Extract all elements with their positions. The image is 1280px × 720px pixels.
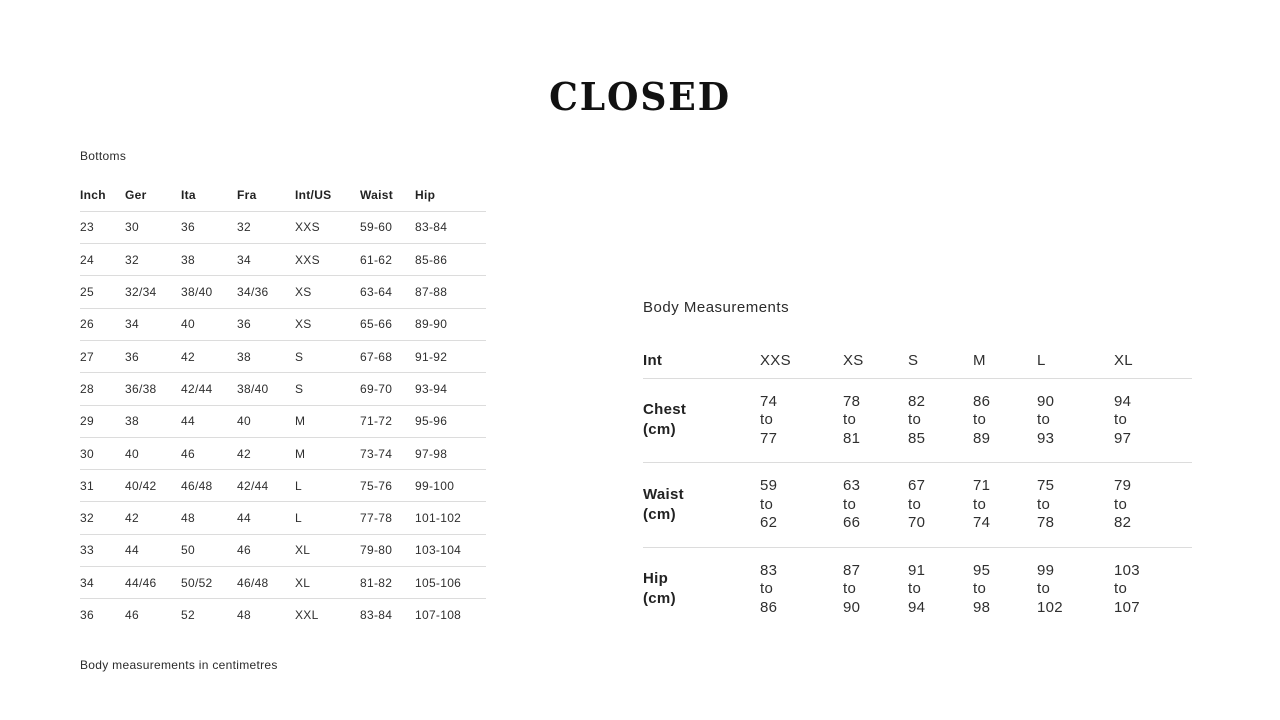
- size-cell: 81-82: [360, 567, 415, 599]
- size-cell: 42/44: [237, 470, 295, 502]
- measurement-range-cell: 103 to 107: [1114, 561, 1140, 616]
- size-cell: XS: [295, 308, 360, 340]
- size-cell: L: [295, 470, 360, 502]
- size-cell: 34: [125, 308, 181, 340]
- measurement-row-label: Waist (cm): [643, 463, 760, 548]
- table-row: [643, 378, 1192, 463]
- size-cell: XL: [295, 534, 360, 566]
- size-cell: 67-68: [360, 340, 415, 372]
- size-cell: XL: [295, 567, 360, 599]
- measurement-range-cell: 99 to 102: [1037, 561, 1063, 616]
- size-column-header: XXS: [760, 344, 843, 378]
- measurement-range-cell: 83 to 86: [760, 561, 778, 616]
- size-cell: 34: [80, 567, 125, 599]
- size-cell: 85-86: [415, 244, 486, 276]
- measurement-range-cell: 63 to 66: [843, 463, 908, 548]
- size-cell: 26: [80, 308, 125, 340]
- bottoms-column-header: Ita: [181, 179, 237, 211]
- size-cell: 36: [237, 308, 295, 340]
- size-cell: 40: [237, 405, 295, 437]
- measurement-range-cell: 75 to 78: [1037, 463, 1114, 548]
- size-cell: 34/36: [237, 276, 295, 308]
- size-cell: 75-76: [360, 470, 415, 502]
- size-cell: 36: [125, 340, 181, 372]
- table-row: [80, 567, 486, 599]
- measurement-range-cell: 71 to 74: [973, 463, 1037, 548]
- size-cell: XXS: [295, 244, 360, 276]
- size-cell: 103-104: [415, 534, 486, 566]
- size-cell: 25: [80, 276, 125, 308]
- size-cell: 44: [181, 405, 237, 437]
- size-cell: 46: [125, 608, 139, 623]
- size-cell: XS: [295, 276, 360, 308]
- measurements-footnote: Body measurements in centimetres: [80, 658, 278, 672]
- size-cell: 40: [125, 437, 181, 469]
- measurement-range-cell: 78 to 81: [843, 378, 908, 463]
- size-cell: 69-70: [360, 373, 415, 405]
- size-cell: 93-94: [415, 373, 486, 405]
- measurement-row-label: Chest (cm): [643, 378, 760, 463]
- size-cell: 63-64: [360, 276, 415, 308]
- measurement-range-cell: 94 to 97: [1114, 378, 1192, 463]
- bottoms-column-header: Fra: [237, 179, 295, 211]
- size-cell: 46/48: [181, 470, 237, 502]
- size-cell: M: [295, 405, 360, 437]
- size-cell: 32/34: [125, 276, 181, 308]
- size-cell: 32: [237, 211, 295, 243]
- body-measurements-table: [643, 344, 1192, 631]
- size-cell: 33: [80, 534, 125, 566]
- table-row: [80, 308, 486, 340]
- bottoms-section-title: Bottoms: [80, 149, 127, 163]
- table-row: [643, 463, 1192, 548]
- size-cell: 44: [125, 534, 181, 566]
- measurement-range-cell: 59 to 62: [760, 463, 843, 548]
- table-row: [80, 211, 486, 243]
- size-cell: 89-90: [415, 308, 486, 340]
- bottoms-table-body: [80, 211, 486, 631]
- size-cell: 32: [80, 502, 125, 534]
- size-cell: S: [295, 340, 360, 372]
- table-row: [80, 405, 486, 437]
- size-cell: 40: [181, 308, 237, 340]
- size-cell: 44: [237, 502, 295, 534]
- size-cell: 73-74: [360, 437, 415, 469]
- bottoms-size-table: [80, 179, 486, 631]
- size-cell: 52: [181, 608, 195, 623]
- size-cell: XXS: [295, 211, 360, 243]
- size-cell: 91-92: [415, 340, 486, 372]
- size-cell: 77-78: [360, 502, 415, 534]
- size-cell: 42: [125, 502, 181, 534]
- body-measurements-title: Body Measurements: [643, 299, 790, 316]
- size-cell: 50/52: [181, 567, 237, 599]
- size-cell: 46: [237, 534, 295, 566]
- size-cell: 38: [237, 340, 295, 372]
- brand-logo: CLOSED: [549, 74, 731, 119]
- measurement-range-cell: 67 to 70: [908, 463, 973, 548]
- size-cell: 79-80: [360, 534, 415, 566]
- size-cell: 24: [80, 244, 125, 276]
- size-cell: M: [295, 437, 360, 469]
- size-cell: 38/40: [181, 276, 237, 308]
- size-cell: 42: [181, 340, 237, 372]
- size-cell: 38: [181, 244, 237, 276]
- size-cell: 71-72: [360, 405, 415, 437]
- size-cell: L: [295, 502, 360, 534]
- measurement-range-cell: 91 to 94: [908, 561, 926, 616]
- measurement-range-cell: 79 to 82: [1114, 463, 1192, 548]
- size-cell: 46: [181, 437, 237, 469]
- table-row: [80, 437, 486, 469]
- size-cell: 101-102: [415, 502, 486, 534]
- table-row: [80, 373, 486, 405]
- size-cell: 59-60: [360, 211, 415, 243]
- table-row: [643, 547, 1192, 631]
- size-cell: 23: [80, 211, 125, 243]
- size-cell: 61-62: [360, 244, 415, 276]
- size-cell: 32: [125, 244, 181, 276]
- size-cell: 34: [237, 244, 295, 276]
- size-cell: 27: [80, 340, 125, 372]
- size-column-header: L: [1037, 344, 1114, 378]
- measurement-range-cell: 82 to 85: [908, 378, 973, 463]
- table-row: [80, 599, 486, 631]
- table-row: [80, 340, 486, 372]
- size-cell: 31: [80, 470, 125, 502]
- size-cell: 95-96: [415, 405, 486, 437]
- size-cell: 48: [237, 608, 251, 623]
- size-cell: 48: [181, 502, 237, 534]
- size-cell: 30: [80, 437, 125, 469]
- table-row: [80, 244, 486, 276]
- int-column-header: Int: [643, 344, 760, 378]
- table-row: [80, 276, 486, 308]
- size-cell: S: [295, 373, 360, 405]
- size-cell: 28: [80, 373, 125, 405]
- body-measurements-section: [643, 300, 1192, 631]
- bottoms-section: [80, 150, 486, 631]
- size-cell: 40/42: [125, 470, 181, 502]
- bottoms-column-header: Waist: [360, 179, 415, 211]
- size-cell: 42: [237, 437, 295, 469]
- body-measurements-header-row: [643, 344, 1192, 378]
- size-cell: 44/46: [125, 567, 181, 599]
- bottoms-column-header: Hip: [415, 179, 486, 211]
- measurement-row-label: Hip (cm): [643, 570, 676, 608]
- size-cell: 105-106: [415, 567, 486, 599]
- measurement-range-cell: 74 to 77: [760, 378, 843, 463]
- size-cell: 36: [80, 608, 94, 623]
- size-cell: XXL: [295, 608, 319, 623]
- size-cell: 97-98: [415, 437, 486, 469]
- table-row: [80, 502, 486, 534]
- size-cell: 87-88: [415, 276, 486, 308]
- size-cell: 36: [181, 211, 237, 243]
- size-cell: 46/48: [237, 567, 295, 599]
- measurement-range-cell: 95 to 98: [973, 561, 991, 616]
- size-cell: 38/40: [237, 373, 295, 405]
- measurement-range-cell: 87 to 90: [843, 561, 861, 616]
- size-cell: 83-84: [360, 608, 393, 623]
- bottoms-column-header: Inch: [80, 179, 125, 211]
- size-cell: 83-84: [415, 211, 486, 243]
- table-row: [80, 534, 486, 566]
- size-cell: 50: [181, 534, 237, 566]
- table-row: [80, 470, 486, 502]
- size-column-header: M: [973, 344, 1037, 378]
- bottoms-column-header: Int/US: [295, 179, 360, 211]
- size-cell: 29: [80, 405, 125, 437]
- size-cell: 65-66: [360, 308, 415, 340]
- size-column-header: XS: [843, 344, 908, 378]
- measurement-range-cell: 90 to 93: [1037, 378, 1114, 463]
- body-measurements-table-body: [643, 378, 1192, 631]
- bottoms-header-row: [80, 179, 486, 211]
- size-column-header: S: [908, 344, 973, 378]
- size-cell: 107-108: [415, 608, 462, 623]
- bottoms-column-header: Ger: [125, 179, 181, 211]
- size-cell: 36/38: [125, 373, 181, 405]
- size-cell: 99-100: [415, 470, 486, 502]
- size-column-header: XL: [1114, 344, 1192, 378]
- measurement-range-cell: 86 to 89: [973, 378, 1037, 463]
- size-cell: 42/44: [181, 373, 237, 405]
- size-cell: 38: [125, 405, 181, 437]
- size-cell: 30: [125, 211, 181, 243]
